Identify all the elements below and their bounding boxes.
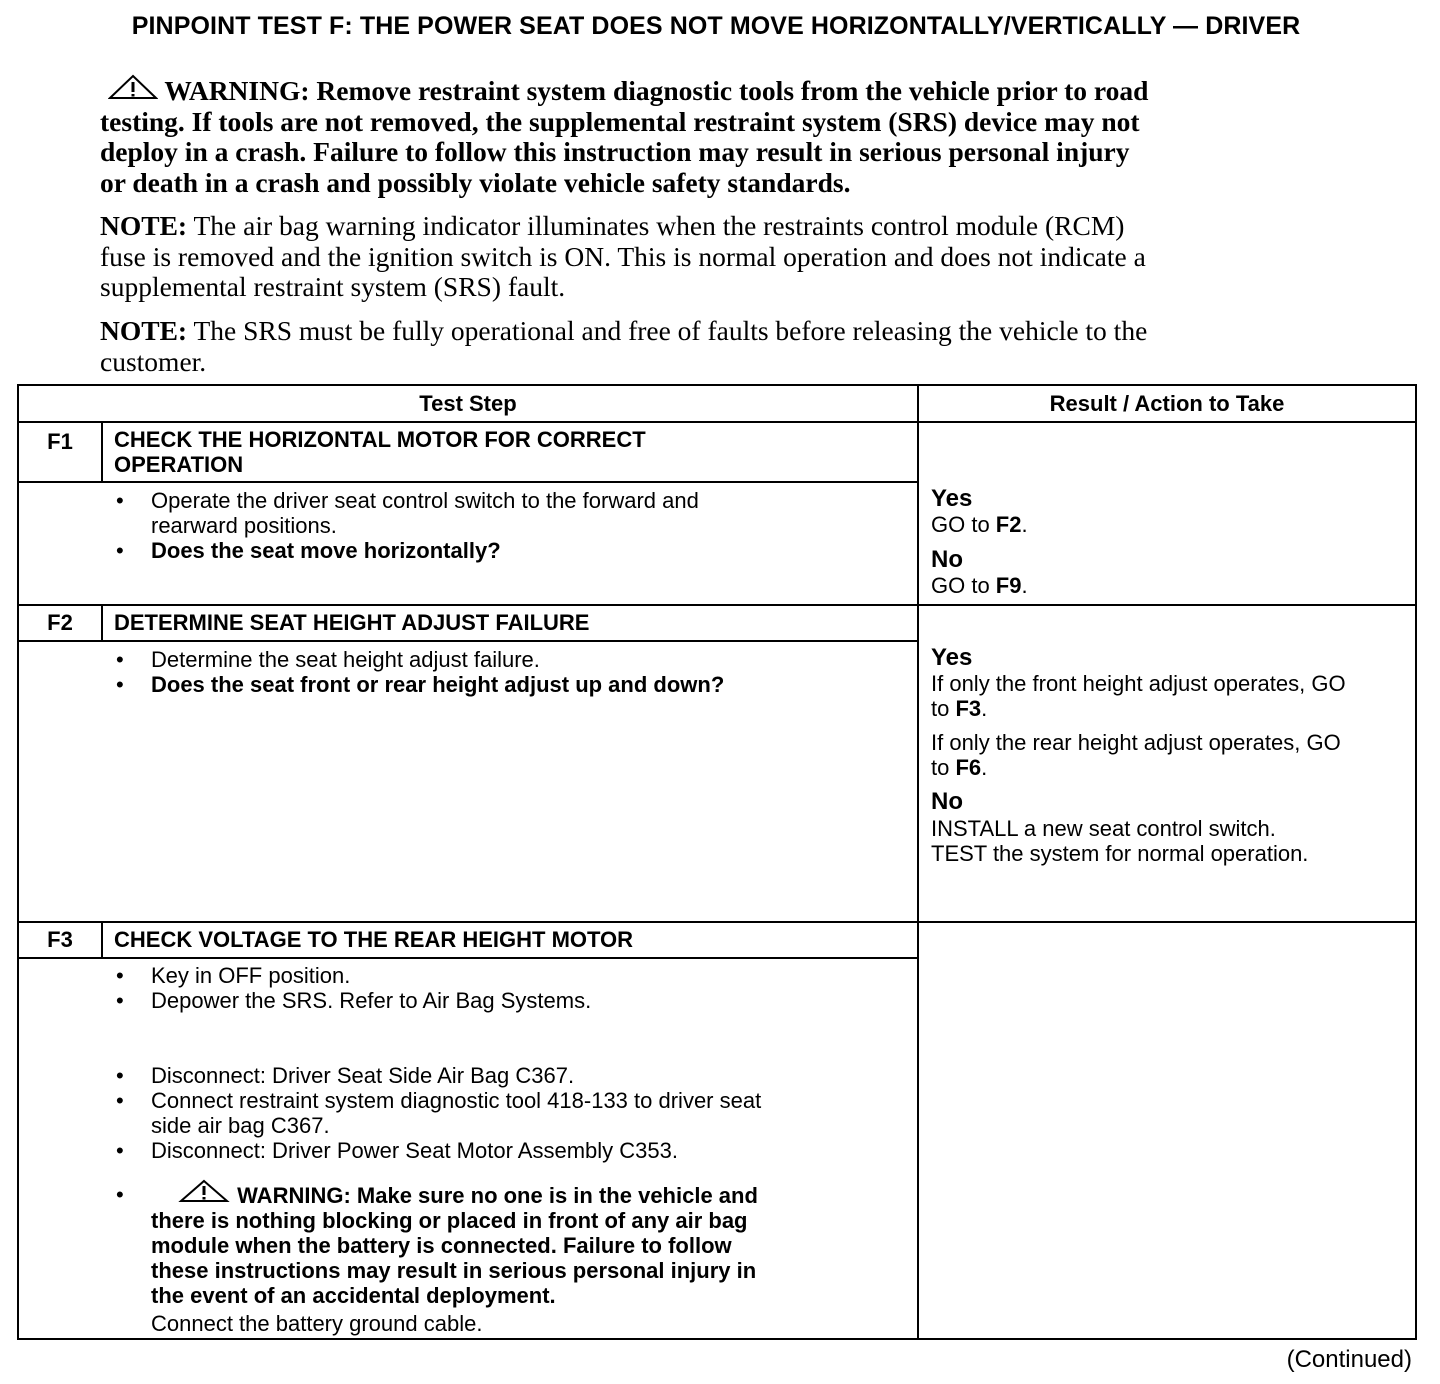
warning-line: the event of an accidental deployment. <box>151 1283 556 1308</box>
step-reference-link[interactable]: F9 <box>995 573 1022 598</box>
pinpoint-test-table <box>17 384 1417 1340</box>
bullet: • <box>116 1182 124 1207</box>
result-yes-action: If only the front height adjust operates, GO to F3. <box>931 671 1346 721</box>
note-line: The SRS must be fully operational and free of faults before releasing the vehicle to the <box>193 315 1148 346</box>
instruction-line: Connect restraint system diagnostic tool 418-133 to driver seat <box>151 1088 762 1113</box>
bullet: • <box>116 988 124 1013</box>
warning-triangle-icon <box>108 74 158 100</box>
action-text: GO to <box>931 573 996 598</box>
instruction-line: side air bag C367. <box>151 1113 330 1138</box>
bullet: • <box>116 1063 124 1088</box>
note-rcm-indicator <box>100 211 1320 303</box>
step-heading-line: OPERATION <box>114 452 244 477</box>
action-text: to <box>931 696 956 721</box>
warning-label: WARNING: <box>237 1183 351 1208</box>
warning-line: module when the battery is connected. Failure to follow <box>151 1233 732 1258</box>
warning-line: Make sure no one is in the vehicle and <box>356 1183 758 1208</box>
page-title: PINPOINT TEST F: THE POWER SEAT DOES NOT MOVE HORIZONTALLY/VERTICALLY — DRIVER <box>131 12 1301 40</box>
action-line: If only the front height adjust operates, GO <box>931 671 1346 696</box>
step-reference-link[interactable]: F3 <box>955 696 982 721</box>
action-line: INSTALL a new seat control switch. <box>931 816 1276 841</box>
step-heading-line: CHECK THE HORIZONTAL MOTOR FOR CORRECT <box>114 427 646 452</box>
safety-warning <box>100 74 1320 198</box>
step-instruction: Disconnect: Driver Power Seat Motor Assembly C353. <box>151 1138 678 1163</box>
note-label: NOTE: <box>100 210 188 241</box>
step-question: Does the seat move horizontally? <box>151 538 501 563</box>
action-line: If only the rear height adjust operates, GO <box>931 730 1341 755</box>
bullet: • <box>116 1088 124 1113</box>
header-result-action: Result / Action to Take <box>1049 391 1285 416</box>
note-label: NOTE: <box>100 315 188 346</box>
step-reference-link[interactable]: F6 <box>955 755 982 780</box>
bullet: • <box>116 963 124 988</box>
step-heading <box>114 427 646 477</box>
step-reference-link[interactable]: F2 <box>995 512 1022 537</box>
continued-label: (Continued) <box>1286 1346 1412 1373</box>
step-id: F3 <box>47 927 73 952</box>
note-line: supplemental restraint system (SRS) fault. <box>100 271 566 302</box>
step-question: Does the seat front or rear height adjust up and down? <box>151 672 725 697</box>
step-id: F1 <box>47 429 73 454</box>
step-instruction: Determine the seat height adjust failure. <box>151 647 540 672</box>
result-yes-label: Yes <box>931 644 973 671</box>
note-line: customer. <box>100 345 207 377</box>
warning-label: WARNING: <box>164 75 310 106</box>
result-yes-action: GO to F2. <box>931 512 1028 537</box>
warning-line: these instructions may result in serious personal injury in <box>151 1258 757 1283</box>
note-line: The air bag warning indicator illuminates when the restraints control module (RCM) <box>193 210 1125 241</box>
step-instruction <box>151 488 699 538</box>
warning-triangle-icon <box>151 1179 231 1203</box>
instruction-line: rearward positions. <box>151 513 337 538</box>
instruction-line: Operate the driver seat control switch to the forward and <box>151 488 699 513</box>
result-no-label: No <box>931 546 963 573</box>
warning-line: deploy in a crash. Failure to follow this instruction may result in serious personal injury <box>100 136 1130 167</box>
bullet: • <box>116 647 124 672</box>
action-text: to <box>931 755 956 780</box>
warning-line: or death in a crash and possibly violate vehicle safety standards. <box>100 166 851 198</box>
warning-line: testing. If tools are not removed, the supplemental restraint system (SRS) device may not <box>100 105 1140 137</box>
action-line: TEST the system for normal operation. <box>931 841 1309 866</box>
action-text: GO to <box>931 512 996 537</box>
result-no-action <box>931 816 1308 866</box>
result-yes-label: Yes <box>931 485 973 512</box>
step-instruction <box>151 1088 761 1138</box>
step-warning <box>151 1179 758 1308</box>
step-heading: DETERMINE SEAT HEIGHT ADJUST FAILURE <box>114 610 590 635</box>
step-instruction: Key in OFF position. <box>151 963 351 988</box>
step-id: F2 <box>47 610 73 635</box>
result-no-label: No <box>931 788 963 815</box>
bullet: • <box>116 672 124 697</box>
step-instruction: Connect the battery ground cable. <box>151 1311 483 1336</box>
step-heading: CHECK VOLTAGE TO THE REAR HEIGHT MOTOR <box>114 927 634 952</box>
step-instruction: Disconnect: Driver Seat Side Air Bag C367. <box>151 1063 575 1088</box>
bullet: • <box>116 1138 124 1163</box>
header-test-step: Test Step <box>419 391 517 416</box>
note-line: fuse is removed and the ignition switch is ON. This is normal operation and does not indicate a <box>100 240 1146 272</box>
bullet: • <box>116 538 124 563</box>
warning-line: Remove restraint system diagnostic tools from the vehicle prior to road <box>316 75 1149 106</box>
warning-line: there is nothing blocking or placed in front of any air bag <box>151 1208 748 1233</box>
bullet: • <box>116 488 124 513</box>
note-srs-operational <box>100 316 1320 377</box>
step-instruction: Depower the SRS. Refer to Air Bag Systems. <box>151 988 592 1013</box>
result-yes-action: If only the rear height adjust operates, GO to F6. <box>931 730 1341 780</box>
result-no-action: GO to F9. <box>931 573 1028 598</box>
